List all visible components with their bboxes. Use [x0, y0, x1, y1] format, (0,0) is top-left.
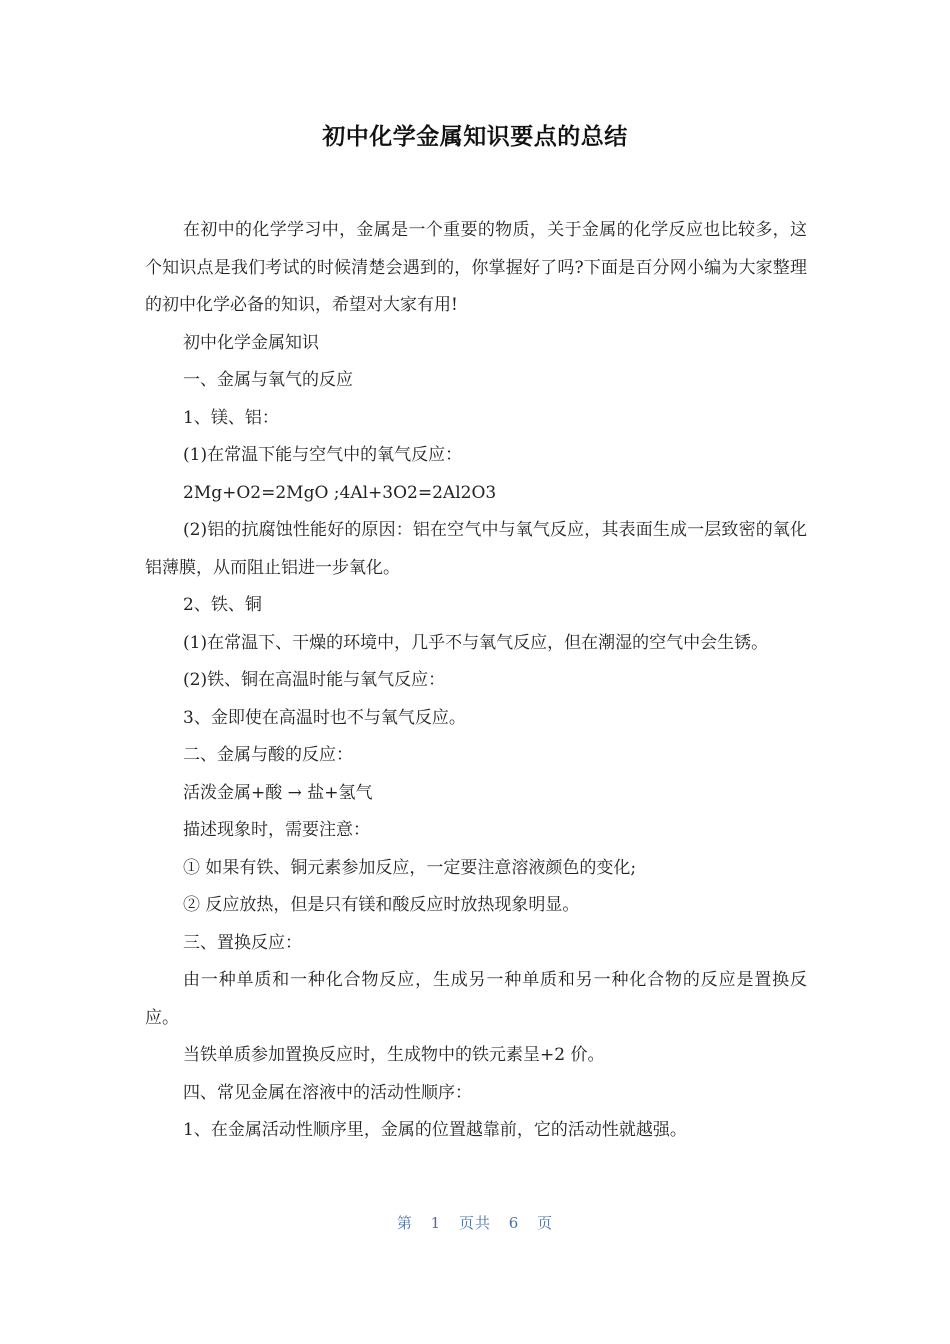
paragraph-equation: 2Mg+O2=2MgO ;4Al+3O2=2Al2O3: [183, 482, 497, 503]
paragraph-activity-1: 1、在金属活动性顺序里，金属的位置越靠前，它的活动性就越强。: [183, 1120, 687, 1140]
paragraph-note-1: ① 如果有铁、铜元素参加反应，一定要注意溶液颜色的变化;: [183, 857, 637, 878]
paragraph-definition: 由一种单质和一种化合物反应，生成另一种单质和另一种化合物的反应是置换反应。: [145, 970, 807, 1028]
paragraph-note-2: ② 反应放热，但是只有镁和酸反应时放热现象明显。: [183, 895, 580, 915]
paragraph-note: 描述现象时，需要注意：: [183, 820, 370, 840]
paragraph-item-2-1: (1)在常温下、干燥的环境中，几乎不与氧气反应，但在潮湿的空气中会生锈。: [183, 632, 769, 653]
paragraph-intro: 在初中的化学学习中，金属是一个重要的物质，关于金属的化学反应也比较多，这个知识点是我们考试的时候清楚会遇到的，你掌握好了吗?下面是百分网小编为大家整理的初中化学必备的知识，希望对大家有用!: [145, 220, 807, 315]
footer-page-number: 1: [430, 1214, 442, 1232]
paragraph-heading-1: 一、金属与氧气的反应: [183, 370, 353, 390]
paragraph-item-2-2: (2)铁、铜在高温时能与氧气反应：: [183, 670, 446, 690]
paragraph-reaction-rule: 活泼金属+酸 → 盐+氢气: [183, 782, 373, 803]
paragraph-item-2: 2、铁、铜: [183, 595, 262, 615]
paragraph-item-3: 3、金即使在高温时也不与氧气反应。: [183, 707, 466, 728]
footer-total-pages: 6: [508, 1214, 520, 1232]
paragraph-iron-valence: 当铁单质参加置换反应时，生成物中的铁元素呈+2 价。: [183, 1045, 605, 1065]
footer-suffix: 页: [537, 1214, 554, 1232]
paragraph-section-heading: 初中化学金属知识: [183, 332, 319, 353]
footer-prefix: 第: [396, 1214, 413, 1232]
paragraph-item-1-1: (1)在常温下能与空气中的氧气反应：: [183, 445, 463, 465]
document-title: 初中化学金属知识要点的总结: [322, 124, 628, 150]
page-footer: [0, 1212, 950, 1233]
paragraph-heading-3: 三、置换反应：: [183, 932, 302, 953]
paragraph-heading-4: 四、常见金属在溶液中的活动性顺序：: [183, 1082, 472, 1103]
document-body: [145, 212, 807, 1150]
paragraph-item-1: 1、镁、铝：: [183, 407, 279, 428]
footer-middle: 页共: [458, 1214, 491, 1232]
paragraph-item-1-2: (2)铝的抗腐蚀性能好的原因：铝在空气中与氧气反应，其表面生成一层致密的氧化铝薄膜，从而阻止铝进一步氧化。: [145, 520, 807, 578]
paragraph-heading-2: 二、金属与酸的反应：: [183, 745, 353, 765]
